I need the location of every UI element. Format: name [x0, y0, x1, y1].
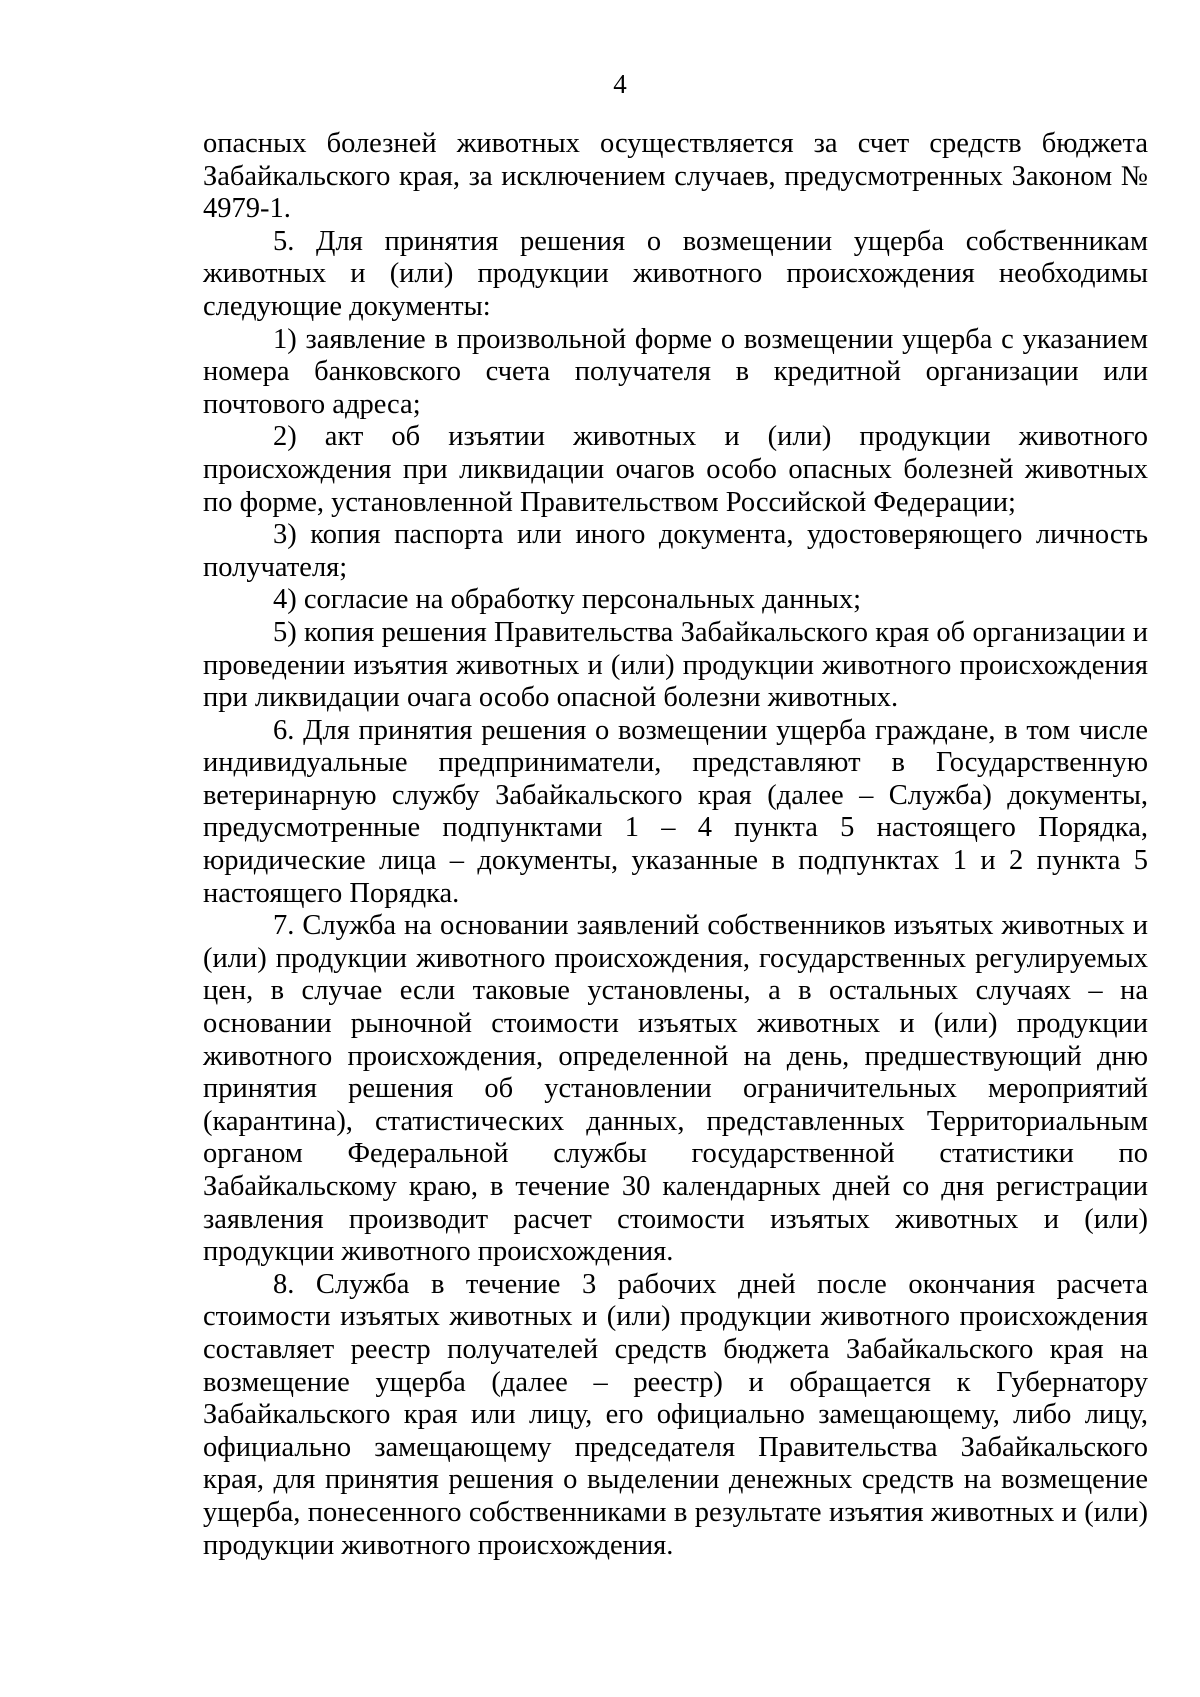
paragraph: 1) заявление в произвольной форме о возмещении ущерба с указанием номера банковского счета получателя в кредитной организации или почтового адреса;	[203, 323, 1148, 420]
paragraph: 2) акт об изъятии животных и (или) продукции животного происхождения при ликвидации очагов особо опасных болезней животных по форме, установленной Правительством Российской Федерации;	[203, 421, 1148, 518]
paragraph: 4) согласие на обработку персональных данных;	[273, 584, 862, 616]
paragraph: 5) копия решения Правительства Забайкальского края об организации и проведении изъятия животных и (или) продукции животного происхождения при ликвидации очага особо опасной болезни животных.	[203, 616, 1148, 714]
page-number: 4	[613, 69, 627, 99]
paragraph: 5. Для принятия решения о возмещении ущерба собственникам животных и (или) продукции животного происхождения необходимы следующие документы:	[203, 225, 1148, 322]
paragraph: 8. Служба в течение 3 рабочих дней после окончания расчета стоимости изъятых животных и (или) продукции животного происхождения составляет реестр получателей средств бюджета Забайкальского края на возмещение ущерба (далее – реестр) и обращается к Губернатору Забайкальского края или лицу, его официально замещающему, либо лицу, официально замещающему председателя Правительства Забайкальского края, для принятия решения о выделении денежных средств на возмещение ущерба, понесенного собственниками в результате изъятия животных и (или) продукции животного происхождения.	[203, 1268, 1148, 1561]
paragraph: опасных болезней животных осуществляется за счет средств бюджета Забайкальского края, за исключением случаев, предусмотренных Законом № 4979-1.	[203, 128, 1148, 225]
paragraph: 6. Для принятия решения о возмещении ущерба граждане, в том числе индивидуальные предприниматели, представляют в Государственную ветеринарную службу Забайкальского края (далее – Служба) документы, предусмотренные подпунктами 1 – 4 пункта 5 настоящего Порядка, юридические лица – документы, указанные в подпунктах 1 и 2 пункта 5 настоящего Порядка.	[203, 714, 1148, 909]
paragraph: 3) копия паспорта или иного документа, удостоверяющего личность получателя;	[203, 519, 1148, 583]
document-body	[203, 128, 1148, 1562]
paragraph: 7. Служба на основании заявлений собственников изъятых животных и (или) продукции животного происхождения, государственных регулируемых цен, в случае если таковые установлены, а в остальных случаях – на основании рыночной стоимости изъятых животных и (или) продукции животного происхождения, определенной на день, предшествующий дню принятия решения об установлении ограничительных мероприятий (карантина), статистических данных, представленных Территориальным органом Федеральной службы государственной статистики по Забайкальскому краю, в течение 30 календарных дней со дня регистрации заявления производит расчет стоимости изъятых животных и (или) продукции животного происхождения.	[203, 910, 1148, 1268]
